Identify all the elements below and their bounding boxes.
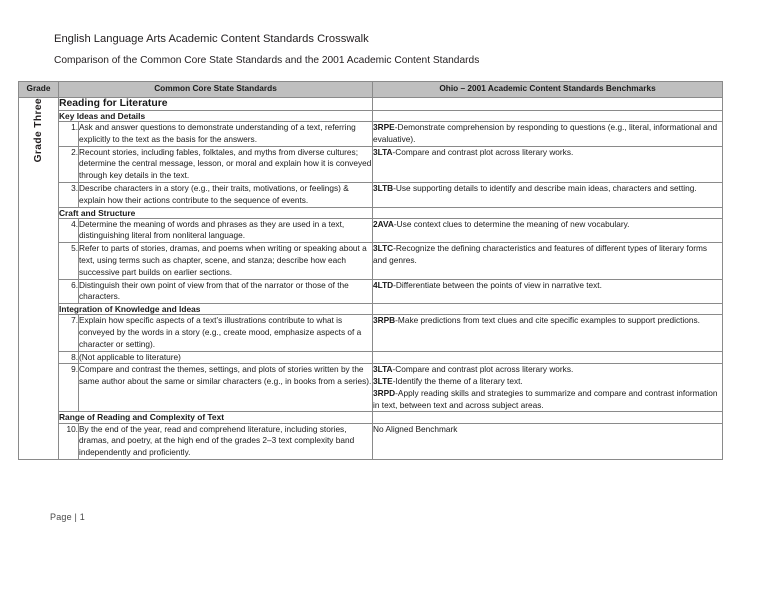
grade-label: Grade Three (33, 97, 44, 162)
standard-number: 9. (59, 364, 79, 412)
benchmark-code: 3LTA (373, 146, 393, 157)
ohio-benchmark-cell (373, 146, 723, 182)
cluster-header-row (19, 111, 723, 122)
cluster-label-integration: Integration of Knowledge and Ideas (59, 304, 373, 315)
cluster-header-row (19, 304, 723, 315)
cluster-blank-cell (373, 207, 723, 218)
cluster-label-range: Range of Reading and Complexity of Text (59, 412, 373, 423)
cluster-blank-cell (373, 111, 723, 122)
benchmark-text: -Apply reading skills and strategies to summarize and compare and contrast information in text, between text and across subject areas. (373, 387, 718, 410)
benchmark-code: 4LTD (373, 279, 394, 290)
standard-number: 6. (59, 279, 79, 304)
benchmark (373, 147, 722, 159)
benchmark (373, 183, 722, 195)
benchmark-code: 2AVA (373, 218, 394, 229)
table-row (19, 279, 723, 304)
standard-number: 4. (59, 218, 79, 243)
benchmark (373, 424, 722, 436)
benchmark (373, 376, 722, 388)
column-header-ohio: Ohio – 2001 Academic Content Standards Benchmarks (373, 82, 723, 98)
benchmark-text: -Compare and contrast plot across literary works. (392, 364, 574, 375)
strand-blank-cell (373, 97, 723, 110)
table-row (19, 364, 723, 412)
cluster-label-craft: Craft and Structure (59, 207, 373, 218)
ohio-benchmark-cell (373, 279, 723, 304)
ccss-standard-text: Describe characters in a story (e.g., their traits, motivations, or feelings) & explain how their actions contribute to the sequence of events. (79, 183, 373, 208)
benchmark-code: 3LTC (373, 243, 394, 254)
ohio-benchmark-cell (373, 351, 723, 364)
standard-number: 1. (59, 122, 79, 147)
benchmark-code: 3RPE (373, 122, 395, 133)
ohio-benchmark-cell (373, 315, 723, 351)
ohio-benchmark-cell (373, 364, 723, 412)
benchmark (373, 243, 722, 267)
ohio-benchmark-cell (373, 218, 723, 243)
benchmark-text: -Use context clues to determine the meaning of new vocabulary. (393, 218, 630, 229)
standard-number: 3. (59, 183, 79, 208)
ccss-standard-text: Recount stories, including fables, folktales, and myths from diverse cultures; determine the central message, lesson, or moral and explain how it is conveyed through key details in the text. (79, 146, 373, 182)
benchmark-code: 3LTE (373, 376, 393, 387)
benchmark-text: -Recognize the defining characteristics and features of different types of literary forms and genres. (373, 243, 708, 265)
table-row (19, 122, 723, 147)
table-row (19, 218, 723, 243)
benchmark-code: 3RPD (373, 387, 396, 398)
table-row (19, 243, 723, 279)
ccss-standard-text: Determine the meaning of words and phrases as they are used in a text, distinguishing literal from nonliteral language. (79, 218, 373, 243)
ccss-standard-text: Compare and contrast the themes, settings, and plots of stories written by the same author about the same or similar characters (e.g., in books from a series). (79, 364, 373, 412)
benchmark-text: No Aligned Benchmark (373, 423, 458, 434)
benchmark-text: -Use supporting details to identify and describe main ideas, characters and setting. (393, 183, 697, 193)
standard-number: 10. (59, 423, 79, 459)
ccss-standard-text: By the end of the year, read and comprehend literature, including stories, dramas, and poetry, at the high end of the grades 2–3 text complexity band independently and proficiently. (79, 423, 373, 459)
strand-label: Reading for Literature (59, 97, 373, 110)
ccss-standard-text: Explain how specific aspects of a text’s illustrations contribute to what is conveyed by the words in a story (e.g., create mood, emphasize aspects of a character or setting). (79, 315, 373, 351)
standard-number: 2. (59, 146, 79, 182)
benchmark (373, 122, 722, 146)
standard-number: 8. (59, 351, 79, 364)
benchmark-text: -Make predictions from text clues and cite specific examples to support predictions. (395, 315, 700, 326)
ohio-benchmark-cell (373, 423, 723, 459)
benchmark-code: 3RPB (373, 315, 396, 326)
table-row (19, 351, 723, 364)
standard-number: 7. (59, 315, 79, 351)
ohio-benchmark-cell (373, 243, 723, 279)
ccss-standard-text: Distinguish their own point of view from that of the narrator or those of the characters. (79, 279, 373, 304)
page-title: English Language Arts Academic Content Standards Crosswalk (54, 33, 369, 45)
cluster-header-row (19, 412, 723, 423)
ccss-standard-text: Ask and answer questions to demonstrate understanding of a text, referring explicitly to the text as the basis for the answers. (79, 122, 373, 147)
benchmark (373, 315, 722, 327)
table-row (19, 183, 723, 208)
benchmark (373, 219, 722, 231)
benchmark (373, 280, 722, 292)
page-subtitle: Comparison of the Common Core State Standards and the 2001 Academic Content Standards (54, 55, 480, 66)
benchmark-code: 3LTA (373, 364, 393, 375)
table-row (19, 423, 723, 459)
ccss-standard-text: (Not applicable to literature) (79, 351, 373, 364)
benchmark-text: -Differentiate between the points of view in narrative text. (393, 279, 602, 290)
benchmark-text: -Demonstrate comprehension by responding to questions (e.g., literal, informational and evaluative). (373, 122, 718, 144)
benchmark-code: 3LTB (373, 183, 394, 193)
crosswalk-table-body (19, 82, 723, 460)
strand-header-row (19, 97, 723, 110)
crosswalk-table (18, 81, 723, 460)
column-header-grade: Grade (19, 82, 59, 98)
benchmark-text: -Compare and contrast plot across literary works. (392, 146, 574, 157)
cluster-blank-cell (373, 412, 723, 423)
table-header-row (19, 82, 723, 98)
ccss-standard-text: Refer to parts of stories, dramas, and poems when writing or speaking about a text, using terms such as chapter, scene, and stanza; describe how each successive part builds on earlier sections. (79, 243, 373, 279)
grade-label-cell (19, 97, 59, 459)
benchmark-text: -Identify the theme of a literary text. (392, 376, 523, 387)
cluster-header-row (19, 207, 723, 218)
page-footer: Page | 1 (50, 512, 85, 522)
benchmark (373, 364, 722, 376)
table-row (19, 315, 723, 351)
ohio-benchmark-cell (373, 183, 723, 208)
benchmark (373, 388, 722, 412)
table-row (19, 146, 723, 182)
column-header-ccss: Common Core State Standards (59, 82, 373, 98)
cluster-label-key-ideas: Key Ideas and Details (59, 111, 373, 122)
ohio-benchmark-cell (373, 122, 723, 147)
standard-number: 5. (59, 243, 79, 279)
cluster-blank-cell (373, 304, 723, 315)
